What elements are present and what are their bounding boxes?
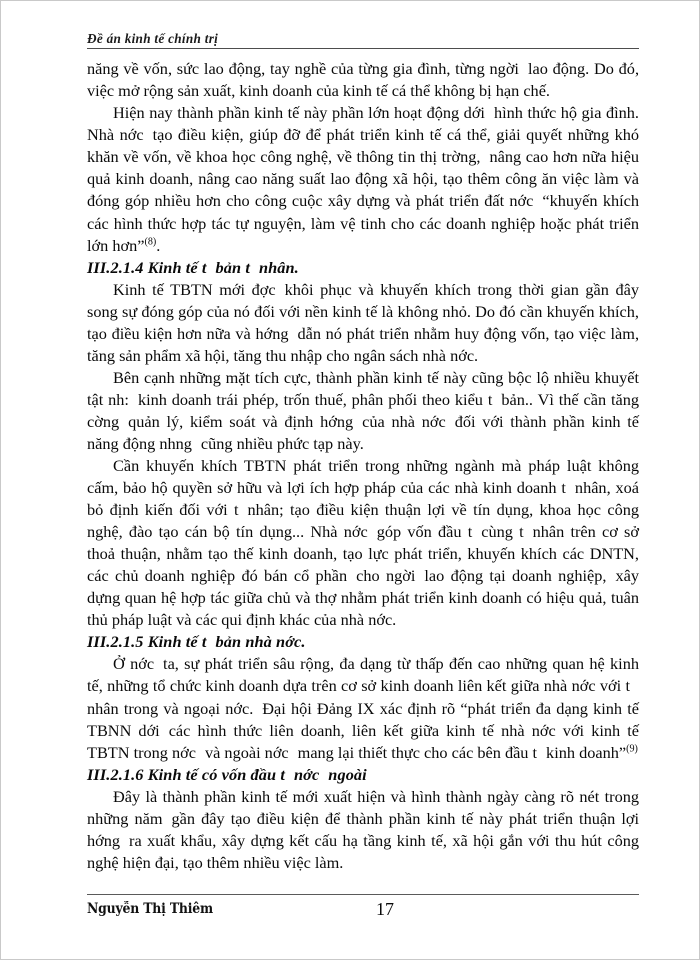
para2-end: . bbox=[156, 235, 161, 255]
para5-g: cho ngời bbox=[356, 566, 416, 586]
paragraph-7 bbox=[87, 786, 639, 874]
para4-d: quản lý, kiểm soát và định hớng bbox=[128, 411, 354, 431]
heading-iii-2-1-6 bbox=[87, 764, 639, 786]
para5-a: Cần khuyến khích TBTN phát triển trong những ngành mà pháp luật không cấm, bảo hộ quyền sở hữu và lợi ích hợp pháp của các nhà kinh doanh t bbox=[87, 456, 639, 498]
heading-3215-a: III.2.1.5 Kinh tế t bbox=[87, 632, 207, 652]
paragraph-1 bbox=[87, 58, 639, 102]
footnote-marker-9: (9) bbox=[626, 743, 638, 755]
para2-c: tạo điều kiện, giúp đỡ để phát triển kinh tế cá thể, giải quyết những khó khăn về vốn, về khoa học công nghệ, về thông tin thị trờng, bbox=[87, 125, 640, 167]
heading-3216-b: nớc bbox=[293, 764, 320, 784]
heading-3214-a: III.2.1.4 Kinh tế t bbox=[87, 257, 207, 277]
para7-c: ra xuất khẩu, xây dựng kết cấu hạ tầng kinh tế, xã hội gắn với thu hút công nghệ hiện đại, tạo thêm nhiều việc làm. bbox=[87, 830, 639, 872]
para5-c: nhân; tạo điều kiện thuận lợi về tín dụng, khoa học công nghệ, đào tạo cán bộ tín dụng... Nhà nớc bbox=[87, 500, 639, 542]
para5-f: nhân trên cơ sở thoả thuận, nhằm tạo thế kinh doanh, tạo lực phát triển, khuyến khích các DNTN, các chủ doanh nghiệp đó bán cổ phần bbox=[87, 522, 639, 586]
para4-g: cũng nhiều phức tạp này. bbox=[200, 433, 364, 453]
para6-b: ta, sự phát triển sâu rộng, đa dạng từ thấp đến cao những quan hệ kinh tế, những tổ chức kinh doanh dựa trên cơ sở kinh doanh liên kết giữa nhà nớc với t bbox=[87, 654, 639, 696]
heading-3216-a: III.2.1.6 Kinh tế có vốn đầu t bbox=[87, 764, 285, 784]
para6-e: các hình thức liên doanh, liên kết giữa kinh tế nhà nớc với kinh tế TBTN trong nớc bbox=[87, 720, 639, 762]
paragraph-6 bbox=[87, 653, 639, 763]
para5-h: lao động tại doanh nghiệp, bbox=[424, 566, 607, 586]
para4-b: kinh doanh trái phép, trốn thuế, phân phối theo kiểu t bbox=[137, 389, 493, 409]
heading-iii-2-1-5 bbox=[87, 631, 639, 653]
paragraph-3 bbox=[87, 279, 639, 367]
para2-e: “khuyến khích các hình thức hợp tác tự nguyện, làm vệ tinh cho các doanh nghiệp hoặc phát triển lớn hơn” bbox=[87, 191, 639, 255]
para6-d: Đại hội Đảng IX xác định rõ “phát triển đa dạng kinh tế TBNN dới bbox=[87, 698, 639, 740]
paragraph-5 bbox=[87, 455, 639, 631]
para6-f: và ngoài nớc bbox=[205, 742, 289, 762]
para3-b: khôi phục và khuyến khích trong thời gian gần đây song sự đóng góp của nó đối với nền kinh tế là không nhỏ. Do đó cần khuyến khích, tạo điều kiện hơn nữa và hớng bbox=[87, 279, 639, 343]
para7-a: Đây là thành phần kinh tế mới xuất hiện và hình thành ngày càng rõ nét trong những năm bbox=[87, 786, 639, 828]
para7-b: gần đây tạo điều kiện để thành phần kinh tế này phát triển thuận lợi hớng bbox=[87, 808, 639, 850]
para6-c: nhân trong và ngoại nớc. bbox=[87, 698, 254, 718]
header-rule bbox=[87, 48, 639, 49]
running-head: Đề án kinh tế chính trị bbox=[87, 31, 219, 46]
footer-row bbox=[87, 901, 639, 927]
para5-e: cùng t bbox=[481, 522, 524, 542]
para4-e: của nhà nớc bbox=[362, 411, 446, 431]
footer-author: Nguyễn Thị Thiêm bbox=[87, 901, 213, 917]
para4-a: Bên cạnh những mặt tích cực, thành phần kinh tế này cũng bộc lộ nhiều khuyết tật nh: bbox=[87, 367, 639, 409]
heading-3214-b: bản t bbox=[215, 257, 250, 277]
para2-b: hình thức hộ gia đình. Nhà nớc bbox=[87, 103, 639, 145]
para4-f: đối với thành phần kinh tế năng động nhng bbox=[87, 411, 640, 453]
para1-b: lao động. Do đó, việc mở rộng sản xuất, kinh doanh của kinh tế cá thể không bị hạn chế. bbox=[87, 59, 640, 101]
para3-a: Kinh tế TBTN mới đợc bbox=[113, 279, 276, 299]
heading-3216-c: ngoài bbox=[328, 764, 367, 784]
para2-d: nâng cao hơn nữa hiệu quả kinh doanh, nâng cao năng suất lao động xã hội, tạo thêm công ăn việc làm và đóng góp nhiều hơn cho công cuộc xây dựng và phát triển đất nớc bbox=[87, 147, 639, 211]
footer-rule bbox=[87, 894, 639, 895]
heading-iii-2-1-4 bbox=[87, 257, 639, 279]
para6-h: kinh doanh” bbox=[546, 742, 627, 762]
para6-g: mang lại thiết thực cho các bên đầu t bbox=[297, 742, 538, 762]
para5-i: xây dựng quan hệ hợp tác giữa chủ và thợ nhằm phát triển kinh doanh có hiệu quả, tuân thủ pháp luật và các qui định khác của nhà nớc. bbox=[87, 566, 639, 630]
footnote-marker-8: (8) bbox=[144, 236, 157, 248]
para1-a: năng về vốn, sức lao động, tay nghề của từng gia đình, từng ngời bbox=[87, 59, 519, 79]
para2-a: Hiện nay thành phần kinh tế này phần lớn hoạt động dới bbox=[113, 103, 485, 123]
paragraph-2 bbox=[87, 102, 639, 256]
paragraph-4 bbox=[87, 367, 639, 455]
body-text bbox=[87, 58, 639, 874]
para6-a: Ở nớc bbox=[113, 654, 155, 674]
para4-c: bản.. Vì thế cần tăng cờng bbox=[87, 389, 639, 431]
page-content bbox=[87, 31, 639, 874]
page-footer bbox=[87, 894, 639, 927]
para5-d: góp vốn đầu t bbox=[376, 522, 473, 542]
para3-c: dẫn nó phát triển nhằm huy động vốn, tạo việc làm, tăng sản phẩm xã hội, tăng thu nhập cho ngân sách nhà nớc. bbox=[87, 323, 640, 365]
page-number: 17 bbox=[376, 899, 394, 919]
para5-b: nhân, xoá bỏ định kiến đối với t bbox=[87, 478, 639, 520]
heading-3214-c: nhân. bbox=[258, 257, 299, 277]
heading-3215-b: bản nhà nớc. bbox=[215, 632, 306, 652]
